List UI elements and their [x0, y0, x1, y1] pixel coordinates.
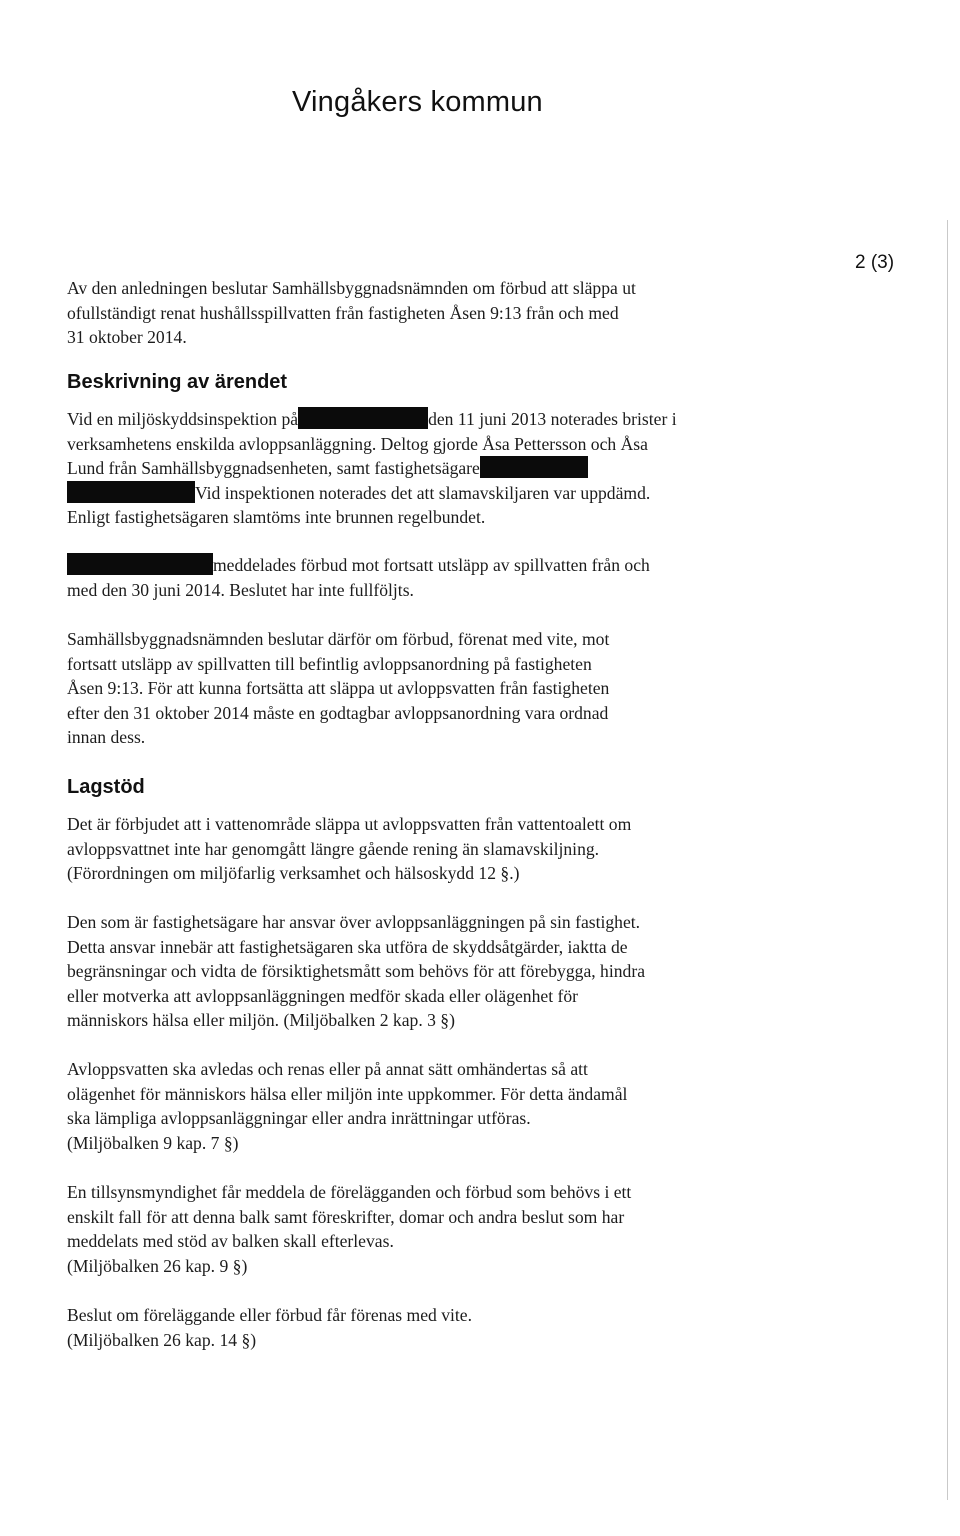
text-line: ofullständigt renat hushållsspillvatten från fastigheten Åsen 9:13 från och med [67, 302, 619, 323]
text-fragment: den 11 juni 2013 noterades brister i [428, 409, 677, 429]
intro-paragraph [67, 276, 787, 350]
text-line: Beslut om föreläggande eller förbud får förenas med vite. [67, 1305, 472, 1325]
text-line: Det är förbjudet att i vattenområde släppa ut avloppsvatten från vattentoalett om [67, 814, 632, 834]
lagstod-paragraph-3 [67, 1057, 787, 1155]
text-line: (Miljöbalken 26 kap. 14 §) [67, 1329, 257, 1350]
text-line: En tillsynsmyndighet får meddela de förelägganden och förbud som behövs i ett [67, 1182, 632, 1202]
text-line: ska lämpliga avloppsanläggningar eller andra inrättningar utföras. [67, 1108, 531, 1128]
beskrivning-paragraph-3 [67, 627, 787, 750]
text-fragment: Vid en miljöskyddsinspektion på [67, 409, 299, 429]
section-heading: Beskrivning av ärendet [67, 371, 288, 393]
scan-edge-line [947, 220, 948, 1500]
section-heading-beskrivning [67, 371, 787, 394]
section-heading: Lagstöd [67, 776, 145, 798]
text-line: Av den anledningen beslutar Samhällsbyggnadsnämnden om förbud att släppa ut [67, 278, 636, 298]
text-line: (Förordningen om miljöfarlig verksamhet och hälsoskydd 12 §.) [67, 863, 520, 883]
text-line: Detta ansvar innebär att fastighetsägaren ska utföra de skyddsåtgärder, iaktta de [67, 936, 628, 957]
beskrivning-paragraph-1 [67, 407, 787, 530]
text-line: Avloppsvatten ska avledas och renas eller på annat sätt omhändertas så att [67, 1059, 588, 1079]
page-title: Vingåkers kommun [292, 86, 543, 118]
text-line: Samhällsbyggnadsnämnden beslutar därför om förbud, förenat med vite, mot [67, 629, 610, 649]
redaction-block [480, 456, 588, 478]
lagstod-paragraph-2 [67, 910, 787, 1033]
text-line: Den som är fastighetsägare har ansvar över avloppsanläggningen på sin fastighet. [67, 912, 641, 932]
text-line: meddelats med stöd av balken skall efterlevas. [67, 1231, 394, 1251]
text-line: fortsatt utsläpp av spillvatten till befintlig avloppsanordning på fastigheten [67, 653, 592, 674]
text-line: Enligt fastighetsägaren slamtöms inte brunnen regelbundet. [67, 507, 486, 527]
text-line: avloppsvattnet inte har genomgått längre gående rening än slamavskiljning. [67, 838, 600, 859]
text-line: eller motverka att avloppsanläggningen medför skada eller olägenhet för [67, 985, 579, 1006]
redaction-block [67, 481, 195, 503]
text-line: enskilt fall för att denna balk samt föreskrifter, domar och andra beslut som har [67, 1206, 625, 1227]
text-line: Åsen 9:13. För att kunna fortsätta att släppa ut avloppsvatten från fastigheten [67, 678, 610, 698]
redaction-block [67, 553, 213, 575]
text-line: med den 30 juni 2014. Beslutet har inte fullföljts. [67, 579, 414, 600]
text-line: människors hälsa eller miljön. (Miljöbalken 2 kap. 3 §) [67, 1010, 455, 1030]
lagstod-paragraph-4 [67, 1180, 787, 1278]
text-line: (Miljöbalken 26 kap. 9 §) [67, 1255, 248, 1276]
beskrivning-paragraph-2 [67, 553, 787, 602]
text-fragment: Lund från Samhällsbyggnadsenheten, samt fastighetsägare [67, 458, 480, 478]
text-line: 31 oktober 2014. [67, 327, 187, 347]
lagstod-paragraph-5 [67, 1303, 787, 1352]
text-line: begränsningar och vidta de försiktighetsmått som behövs för att förebygga, hindra [67, 961, 645, 981]
lagstod-paragraph-1 [67, 812, 787, 886]
text-line: olägenhet för människors hälsa eller miljön inte uppkommer. För detta ändamål [67, 1083, 628, 1104]
section-heading-lagstod [67, 776, 787, 799]
page-number: 2 (3) [855, 252, 895, 273]
text-fragment: meddelades förbud mot fortsatt utsläpp av spillvatten från och [213, 555, 650, 575]
text-line: innan dess. [67, 727, 146, 747]
text-fragment: Vid inspektionen noterades det att slamavskiljaren var uppdämd. [195, 482, 651, 503]
text-line: verksamhetens enskilda avloppsanläggning. Deltog gjorde Åsa Pettersson och Åsa [67, 433, 648, 454]
text-line: (Miljöbalken 9 kap. 7 §) [67, 1132, 239, 1153]
redaction-block [298, 407, 428, 429]
text-line: efter den 31 oktober 2014 måste en godtagbar avloppsanordning vara ordnad [67, 702, 609, 723]
